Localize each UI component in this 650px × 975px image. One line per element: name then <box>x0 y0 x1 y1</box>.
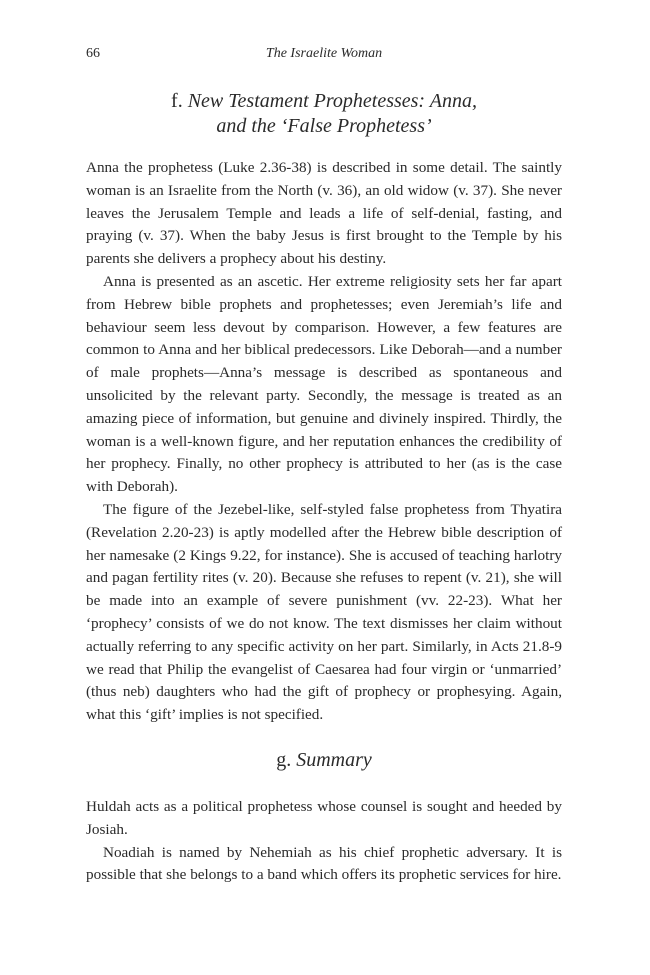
paragraph-g-2: Noadiah is named by Nehemiah as his chief prophetic adversary. It is possible that she belongs to a band which offers its prophetic services for hire. <box>86 843 562 884</box>
paragraph-f-3: The figure of the Jezebel-like, self-styled false prophetess from Thyatira (Revelation 2.20-23) is aptly modelled after the Hebrew bible description of her namesake (2 Kings 9.22, for instance). She is accused of teaching harlotry and pagan fertility rites (v. 20). Because she refuses to repent (v. 21), she will be made into an example of severe punishment (vv. 22-23). What her ‘prophecy’ consists of we do not know. The text dismisses her claim without actually referring to any specific activity on her part. Similarly, in Acts 21.8-9 we read that Philip the evangelist of Caesarea had four virgin or ‘unmarried’ (thus neb) daughters who had the gift of prophecy or prophesying. Again, what this ‘gift’ implies is not specified. <box>86 500 562 724</box>
section-title-f-line1: New Testament Prophetesses: Anna, <box>187 90 477 112</box>
section-f-body <box>86 157 562 727</box>
section-heading-f <box>86 89 562 139</box>
section-heading-g <box>86 748 562 773</box>
section-heading-f-line1 <box>86 89 562 114</box>
section-title-f-line2: and the ‘False Prophetess’ <box>216 115 432 137</box>
section-title-g: Summary <box>296 749 372 771</box>
section-letter-g: g. <box>276 749 292 771</box>
paragraph-f-1: Anna the prophetess (Luke 2.36-38) is described in some detail. The saintly woman is an Israelite from the North (v. 36), an old widow (v. 37). She never leaves the Jerusalem Temple and leads a life of self-denial, fasting, and praying (v. 37). When the baby Jesus is first brought to the Temple by his parents she delivers a prophecy about his destiny. <box>86 159 562 268</box>
paragraph-g-1: Huldah acts as a political prophetess whose counsel is sought and heeded by Josiah. <box>86 798 562 838</box>
section-g-body <box>86 796 562 887</box>
page-header <box>86 44 562 64</box>
running-head: The Israelite Woman <box>265 46 383 61</box>
page-number: 66 <box>86 46 100 61</box>
section-letter-f: f. <box>171 90 183 112</box>
paragraph-f-2: Anna is presented as an ascetic. Her extreme religiosity sets her far apart from Hebrew bible prophets and prophetesses; even Jeremiah’s life and behaviour seem less devout by comparison. However, a few features are common to Anna and her biblical predecessors. Like Deborah—and a number of male prophets—Anna’s message is described as spontaneous and unsolicited by the relevant party. Secondly, the message is treated as an amazing piece of information, but genuine and divinely inspired. Thirdly, the woman is a well-known figure, and her reputation enhances the credibility of her prophecy. Finally, no other prophecy is attributed to her (as is the case with Deborah). <box>86 272 562 496</box>
